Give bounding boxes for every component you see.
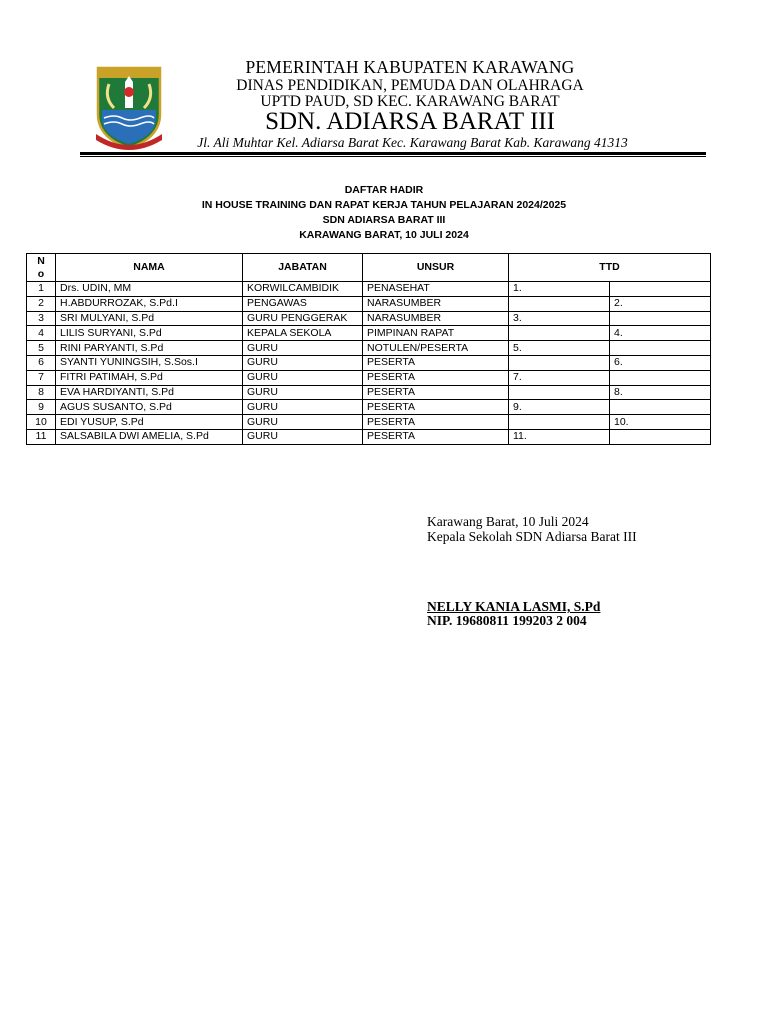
heading-title: DAFTAR HADIR xyxy=(344,184,424,196)
cell-unsur: NARASUMBER xyxy=(363,296,509,311)
cell-jabatan: GURU xyxy=(243,415,363,430)
government-line: PEMERINTAH KABUPATEN KARAWANG xyxy=(245,57,575,77)
cell-ttd-left xyxy=(509,415,610,430)
cell-ttd-right: 6. xyxy=(610,355,711,370)
cell-jabatan: KEPALA SEKOLA xyxy=(243,326,363,341)
cell-no: 2 xyxy=(27,296,56,311)
cell-nama: Drs. UDIN, MM xyxy=(56,282,243,297)
department-line: DINAS PENDIDIKAN, PEMUDA DAN OLAHRAGA xyxy=(236,77,584,94)
cell-no: 11 xyxy=(27,429,56,444)
cell-no: 8 xyxy=(27,385,56,400)
cell-nama: SRI MULYANI, S.Pd xyxy=(56,311,243,326)
cell-ttd-right xyxy=(610,282,711,297)
cell-ttd-left: 3. xyxy=(509,311,610,326)
letterhead-rule-thick xyxy=(80,152,706,155)
cell-ttd-left: 5. xyxy=(509,341,610,356)
cell-ttd-left xyxy=(509,326,610,341)
heading-date: KARAWANG BARAT, 10 JULI 2024 xyxy=(299,229,469,241)
cell-unsur: PESERTA xyxy=(363,370,509,385)
heading-event: IN HOUSE TRAINING DAN RAPAT KERJA TAHUN PELAJARAN 2024/2025 xyxy=(201,199,567,211)
cell-unsur: PESERTA xyxy=(363,400,509,415)
cell-ttd-left xyxy=(509,355,610,370)
cell-nama: SALSABILA DWI AMELIA, S.Pd xyxy=(56,429,243,444)
table-row xyxy=(27,311,711,326)
attendance-table xyxy=(26,253,711,445)
cell-jabatan: GURU xyxy=(243,355,363,370)
letterhead-rule-thin xyxy=(80,156,706,157)
cell-ttd-left xyxy=(509,385,610,400)
cell-nama: RINI PARYANTI, S.Pd xyxy=(56,341,243,356)
cell-nama: FITRI PATIMAH, S.Pd xyxy=(56,370,243,385)
cell-unsur: PENASEHAT xyxy=(363,282,509,297)
cell-ttd-right: 8. xyxy=(610,385,711,400)
cell-jabatan: GURU xyxy=(243,341,363,356)
cell-nama: EDI YUSUP, S.Pd xyxy=(56,415,243,430)
cell-jabatan: GURU PENGGERAK xyxy=(243,311,363,326)
col-header-jabatan: JABATAN xyxy=(243,254,363,282)
cell-no: 6 xyxy=(27,355,56,370)
cell-nama: H.ABDURROZAK, S.Pd.I xyxy=(56,296,243,311)
document-heading xyxy=(0,183,768,243)
signature-role: Kepala Sekolah SDN Adiarsa Barat III xyxy=(427,529,637,544)
cell-no: 1 xyxy=(27,282,56,297)
cell-jabatan: GURU xyxy=(243,385,363,400)
cell-ttd-right xyxy=(610,311,711,326)
cell-nama: LILIS SURYANI, S.Pd xyxy=(56,326,243,341)
heading-school: SDN ADIARSA BARAT III xyxy=(322,214,446,226)
table-row xyxy=(27,415,711,430)
signature-place-date: Karawang Barat, 10 Juli 2024 xyxy=(427,514,589,529)
col-header-no: N o xyxy=(27,254,56,282)
cell-unsur: PESERTA xyxy=(363,429,509,444)
cell-no: 4 xyxy=(27,326,56,341)
cell-ttd-left: 1. xyxy=(509,282,610,297)
cell-jabatan: GURU xyxy=(243,370,363,385)
cell-ttd-right xyxy=(610,400,711,415)
table-row xyxy=(27,296,711,311)
col-header-ttd: TTD xyxy=(509,254,711,282)
cell-unsur: NARASUMBER xyxy=(363,311,509,326)
cell-ttd-right xyxy=(610,341,711,356)
cell-ttd-left: 11. xyxy=(509,429,610,444)
school-address: Jl. Ali Muhtar Kel. Adiarsa Barat Kec. Karawang Barat Kab. Karawang 41313 xyxy=(197,135,628,150)
karawang-regency-emblem-icon xyxy=(92,62,166,150)
table-row xyxy=(27,429,711,444)
cell-ttd-left: 7. xyxy=(509,370,610,385)
cell-ttd-right xyxy=(610,370,711,385)
cell-ttd-left: 9. xyxy=(509,400,610,415)
signature-nip: NIP. 19680811 199203 2 004 xyxy=(427,613,587,628)
cell-no: 5 xyxy=(27,341,56,356)
cell-ttd-right xyxy=(610,429,711,444)
cell-no: 10 xyxy=(27,415,56,430)
cell-ttd-left xyxy=(509,296,610,311)
cell-ttd-right: 10. xyxy=(610,415,711,430)
table-row xyxy=(27,341,711,356)
table-header-row xyxy=(27,254,711,282)
cell-nama: EVA HARDIYANTI, S.Pd xyxy=(56,385,243,400)
table-row xyxy=(27,355,711,370)
cell-unsur: PIMPINAN RAPAT xyxy=(363,326,509,341)
cell-ttd-right: 4. xyxy=(610,326,711,341)
cell-nama: SYANTI YUNINGSIH, S.Sos.I xyxy=(56,355,243,370)
table-row xyxy=(27,400,711,415)
cell-no: 7 xyxy=(27,370,56,385)
cell-jabatan: KORWILCAMBIDIK xyxy=(243,282,363,297)
cell-unsur: PESERTA xyxy=(363,385,509,400)
table-row xyxy=(27,370,711,385)
cell-jabatan: PENGAWAS xyxy=(243,296,363,311)
cell-unsur: PESERTA xyxy=(363,355,509,370)
cell-no: 3 xyxy=(27,311,56,326)
cell-jabatan: GURU xyxy=(243,400,363,415)
col-header-nama: NAMA xyxy=(56,254,243,282)
cell-nama: AGUS SUSANTO, S.Pd xyxy=(56,400,243,415)
table-row xyxy=(27,282,711,297)
letterhead xyxy=(0,0,768,160)
cell-no: 9 xyxy=(27,400,56,415)
cell-unsur: NOTULEN/PESERTA xyxy=(363,341,509,356)
cell-jabatan: GURU xyxy=(243,429,363,444)
table-row xyxy=(27,326,711,341)
unit-line: UPTD PAUD, SD KEC. KARAWANG BARAT xyxy=(260,93,560,110)
table-row xyxy=(27,385,711,400)
cell-unsur: PESERTA xyxy=(363,415,509,430)
cell-ttd-right: 2. xyxy=(610,296,711,311)
school-name: SDN. ADIARSA BARAT III xyxy=(265,108,555,135)
col-header-unsur: UNSUR xyxy=(363,254,509,282)
signature-name: NELLY KANIA LASMI, S.Pd xyxy=(427,599,601,614)
